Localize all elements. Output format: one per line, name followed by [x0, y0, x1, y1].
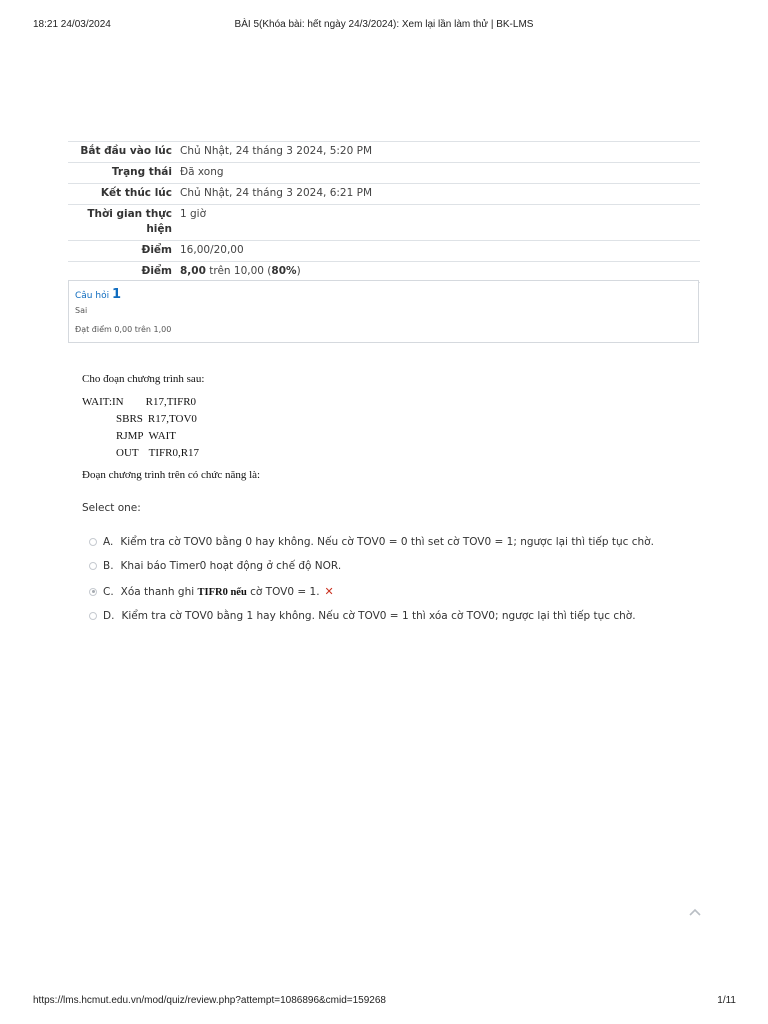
summary-label: Thời gian thực hiện	[68, 205, 176, 241]
radio-b[interactable]	[89, 562, 97, 570]
chevron-up-icon[interactable]	[688, 907, 702, 917]
summary-value: 16,00/20,00	[176, 241, 700, 262]
answer-text-after: cờ TOV0 = 1.	[246, 585, 320, 598]
code-line-3	[116, 430, 176, 442]
summary-row-time-taken	[68, 205, 700, 241]
question-intro-text: Cho đoạn chương trình sau:	[82, 373, 205, 385]
summary-label: Trạng thái	[68, 163, 176, 184]
print-datetime: 18:21 24/03/2024	[33, 19, 111, 30]
question-number-prefix: Câu hỏi	[75, 291, 110, 301]
summary-value: 1 giờ	[176, 205, 700, 241]
answer-text: Khai báo Timer0 hoạt động ở chế độ NOR.	[120, 560, 342, 572]
select-one-prompt: Select one:	[82, 502, 141, 514]
code-operand: R17,TIFR0	[145, 396, 197, 408]
incorrect-x-icon: ✕	[324, 585, 334, 598]
question-grade: Đạt điểm 0,00 trên 1,00	[75, 325, 172, 334]
answer-text-before: Xóa thanh ghi	[120, 585, 198, 598]
answer-option-a[interactable]	[89, 536, 654, 548]
answer-text: Kiểm tra cờ TOV0 bằng 1 hay không. Nếu cờ TOV0 = 1 thì xóa cờ TOV0; ngược lại thì tiếp tục chờ.	[121, 610, 636, 622]
grade-score: 8,00	[180, 265, 206, 277]
summary-value: Chủ Nhật, 24 tháng 3 2024, 6:21 PM	[176, 184, 700, 205]
attempt-summary-table	[68, 141, 700, 283]
grade-percent: 80%	[271, 265, 297, 277]
answer-option-b[interactable]	[89, 560, 341, 572]
summary-row-marks	[68, 241, 700, 262]
answer-text-bold: TIFR0 nếu	[197, 586, 247, 598]
answer-text: Kiểm tra cờ TOV0 bằng 0 hay không. Nếu cờ TOV0 = 0 thì set cờ TOV0 = 1; ngược lại thì tiếp tục chờ.	[120, 536, 654, 548]
print-page-title: BÀI 5(Khóa bài: hết ngày 24/3/2024): Xem lại lần làm thử | BK-LMS	[234, 19, 534, 30]
code-operand: R17,TOV0	[147, 413, 197, 425]
answer-letter: C.	[103, 585, 114, 598]
code-label: OUT	[116, 447, 139, 459]
summary-row-started	[68, 142, 700, 163]
code-operand: TIFR0,R17	[148, 447, 200, 459]
answer-text	[121, 586, 320, 598]
summary-label: Điểm	[68, 241, 176, 262]
answer-letter: B.	[103, 560, 114, 572]
answer-letter: A.	[103, 536, 114, 548]
radio-c-selected[interactable]	[89, 588, 97, 596]
answer-option-d[interactable]	[89, 610, 636, 622]
code-operand: WAIT	[148, 430, 177, 442]
question-info-box	[68, 280, 699, 343]
code-line-2	[116, 413, 197, 425]
summary-value: Đã xong	[176, 163, 700, 184]
code-line-1	[82, 396, 196, 408]
summary-label: Điểm	[68, 262, 176, 283]
question-state: Sai	[75, 306, 88, 315]
code-label: WAIT:IN	[82, 396, 124, 408]
radio-d[interactable]	[89, 612, 97, 620]
grade-close: )	[296, 265, 301, 277]
code-label: SBRS	[116, 413, 143, 425]
answer-option-c[interactable]	[89, 585, 334, 598]
print-url: https://lms.hcmut.edu.vn/mod/quiz/review.php?attempt=1086896&cmid=159268	[33, 995, 386, 1006]
summary-label: Bắt đầu vào lúc	[68, 142, 176, 163]
answer-letter: D.	[103, 610, 115, 622]
grade-middle: trên 10,00 (	[205, 265, 272, 277]
summary-row-state	[68, 163, 700, 184]
print-page-number: 1/11	[717, 995, 736, 1006]
code-label: RJMP	[116, 430, 144, 442]
code-line-4	[116, 447, 199, 459]
summary-row-completed	[68, 184, 700, 205]
summary-value: Chủ Nhật, 24 tháng 3 2024, 5:20 PM	[176, 142, 700, 163]
question-ask-text: Đoạn chương trình trên có chức năng là:	[82, 469, 261, 481]
summary-label: Kết thúc lúc	[68, 184, 176, 205]
question-number	[75, 287, 121, 302]
radio-a[interactable]	[89, 538, 97, 546]
question-number-value: 1	[111, 287, 121, 302]
